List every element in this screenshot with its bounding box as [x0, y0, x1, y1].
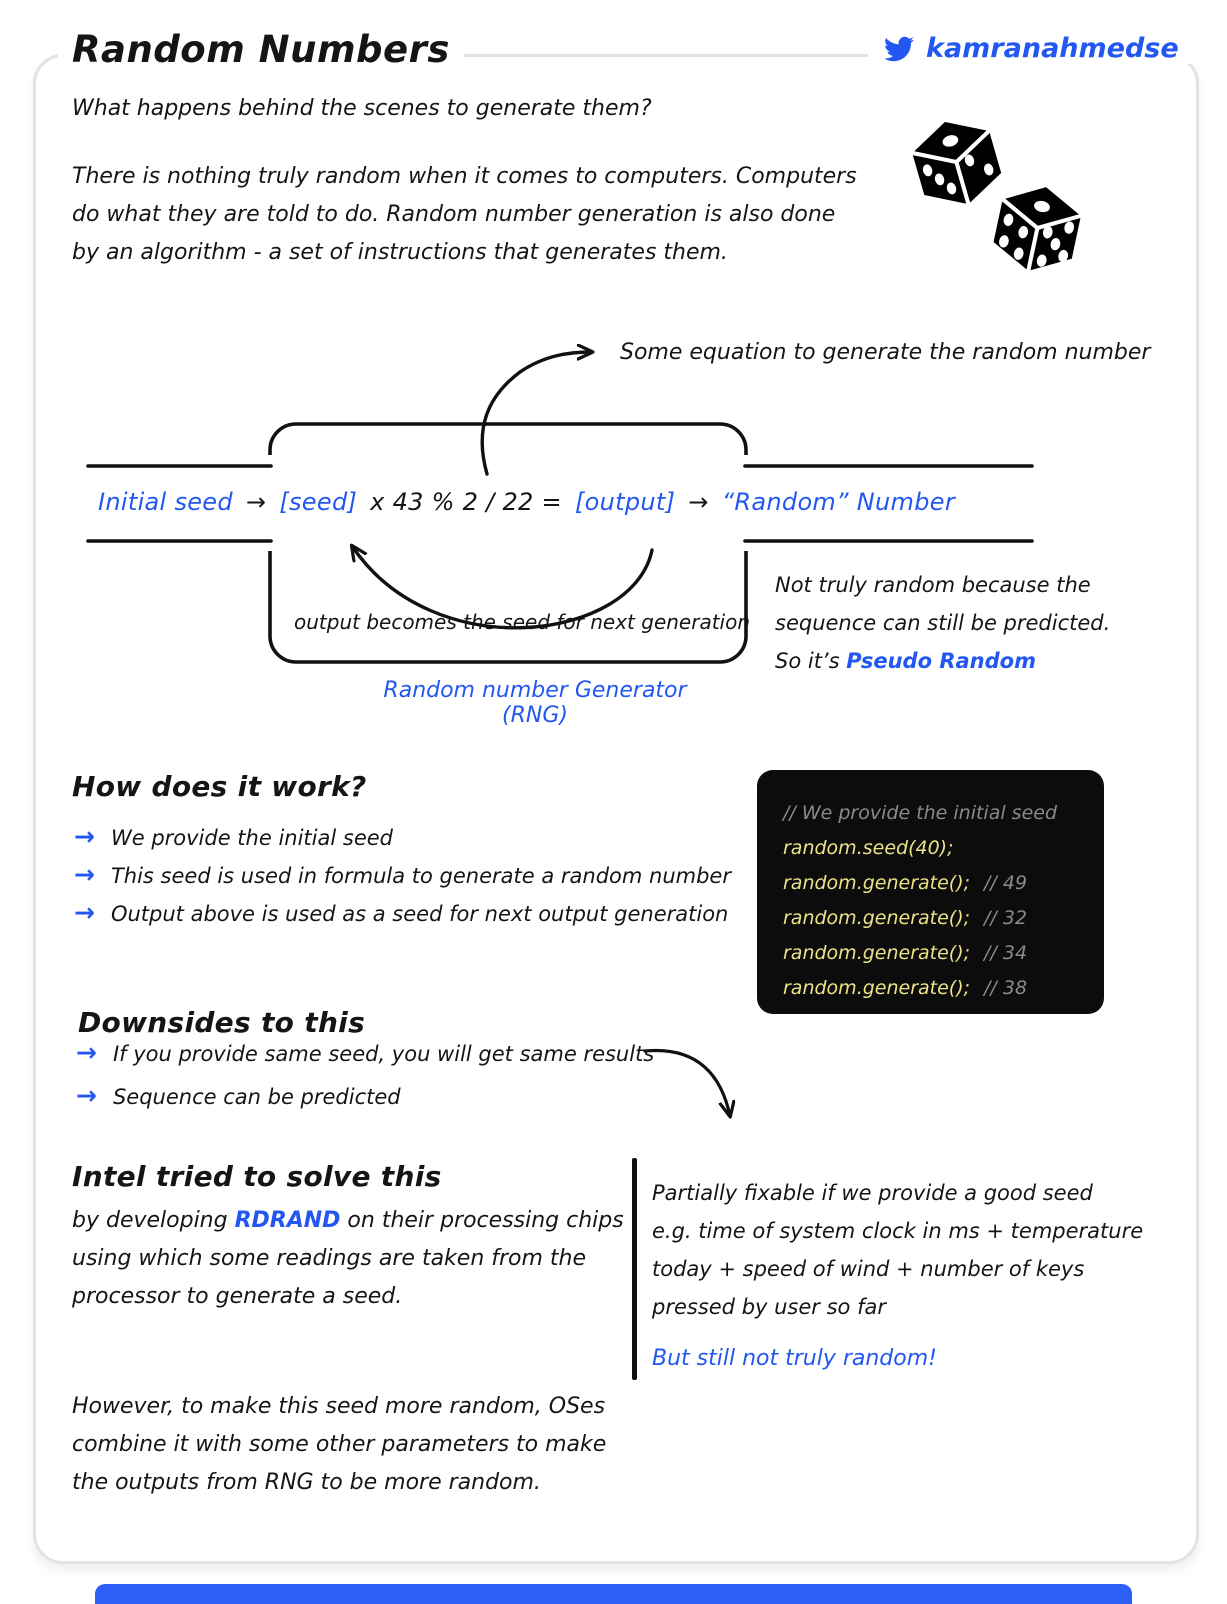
bullet-arrow-icon: → — [74, 822, 95, 851]
still-not-random-note: But still not truly random! — [652, 1346, 937, 1371]
list-item — [74, 822, 393, 851]
twitter-handle[interactable] — [868, 33, 1195, 64]
equation-note: Some equation to generate the random number — [620, 340, 1151, 365]
rng-caption: Random number Generator (RNG) — [383, 678, 687, 728]
note-line: Not truly random because the — [775, 573, 1091, 597]
pseudo-random-note — [775, 566, 1110, 680]
downsides-heading: Downsides to this — [78, 1006, 366, 1039]
intel-heading: Intel tried to solve this — [72, 1160, 442, 1193]
bullet-arrow-icon: → — [74, 898, 95, 927]
outro-line: the outputs from RNG to be more random. — [72, 1470, 541, 1495]
intel-line: by developing RDRAND on their processing chips — [72, 1208, 624, 1233]
quote-bar — [632, 1158, 637, 1380]
list-item-label: We provide the initial seed — [110, 826, 393, 850]
list-item-label: If you provide same seed, you will get same results — [112, 1042, 655, 1066]
intro-line: There is nothing truly random when it comes to computers. Computers — [72, 164, 857, 189]
loop-label: output becomes the seed for next generation — [294, 610, 751, 634]
output-token: [output] — [574, 488, 676, 516]
next-card-peek — [95, 1584, 1132, 1604]
fixable-line: Partially fixable if we provide a good seed — [652, 1181, 1093, 1205]
fixable-line: pressed by user so far — [652, 1295, 886, 1319]
intro-line: do what they are told to do. Random number generation is also done — [72, 202, 836, 227]
equation-note-arrow — [482, 352, 592, 474]
page-title: Random Numbers — [58, 28, 464, 71]
code-line: random.seed(40); — [783, 837, 954, 859]
bullet-arrow-icon: → — [74, 860, 95, 889]
fixable-line: today + speed of wind + number of keys — [652, 1257, 1085, 1281]
list-item — [76, 1038, 655, 1067]
formula-text: x 43 % 2 / 22 = — [370, 488, 562, 516]
code-line: random.generate(); // 38 — [783, 977, 1028, 999]
outro-line: However, to make this seed more random, OSes — [72, 1394, 606, 1419]
bullet-arrow-icon: → — [76, 1081, 97, 1110]
list-item-label: Output above is used as a seed for next output generation — [110, 902, 729, 926]
note-line: sequence can still be predicted. — [775, 611, 1111, 635]
list-item-label: This seed is used in formula to generate a random number — [110, 864, 731, 888]
pseudo-random-highlight: Pseudo Random — [846, 649, 1036, 673]
code-line: // We provide the initial seed — [783, 802, 1058, 824]
intel-line: processor to generate a seed. — [72, 1284, 403, 1309]
rng-equation — [98, 488, 955, 516]
subtitle: What happens behind the scenes to generate them? — [72, 96, 652, 121]
list-item-label: Sequence can be predicted — [112, 1085, 401, 1109]
fixable-paragraph — [652, 1174, 1143, 1326]
code-line: random.generate(); // 32 — [783, 907, 1028, 929]
note-line: So it’s Pseudo Random — [775, 649, 1036, 673]
arrow-glyph: → — [245, 488, 267, 516]
how-it-works-heading: How does it work? — [72, 770, 367, 803]
rdrand-highlight: RDRAND — [234, 1208, 341, 1233]
seed-token: [seed] — [279, 488, 358, 516]
outro-line: combine it with some other parameters to make — [72, 1432, 607, 1457]
intel-line: using which some readings are taken from the — [72, 1246, 587, 1271]
downsides-arrow — [645, 1050, 730, 1116]
initial-seed-label: Initial seed — [98, 488, 233, 516]
bullet-arrow-icon: → — [76, 1038, 97, 1067]
arrow-glyph: → — [688, 488, 709, 516]
random-number-label: “Random” Number — [721, 488, 955, 516]
dice-illustration — [885, 92, 1120, 302]
intel-paragraph — [72, 1202, 624, 1316]
code-block — [757, 770, 1104, 1014]
intro-line: by an algorithm - a set of instructions that generates them. — [72, 240, 728, 265]
outro-paragraph — [72, 1388, 606, 1502]
list-item — [74, 898, 729, 927]
list-item — [76, 1081, 401, 1110]
intro-paragraph — [72, 158, 857, 272]
code-line: random.generate(); // 49 — [783, 872, 1028, 894]
list-item — [74, 860, 731, 889]
code-line: random.generate(); // 34 — [783, 942, 1028, 964]
fixable-line: e.g. time of system clock in ms + temperature — [652, 1219, 1144, 1243]
twitter-handle-label: kamranahmedse — [926, 33, 1179, 64]
twitter-icon — [884, 34, 914, 64]
